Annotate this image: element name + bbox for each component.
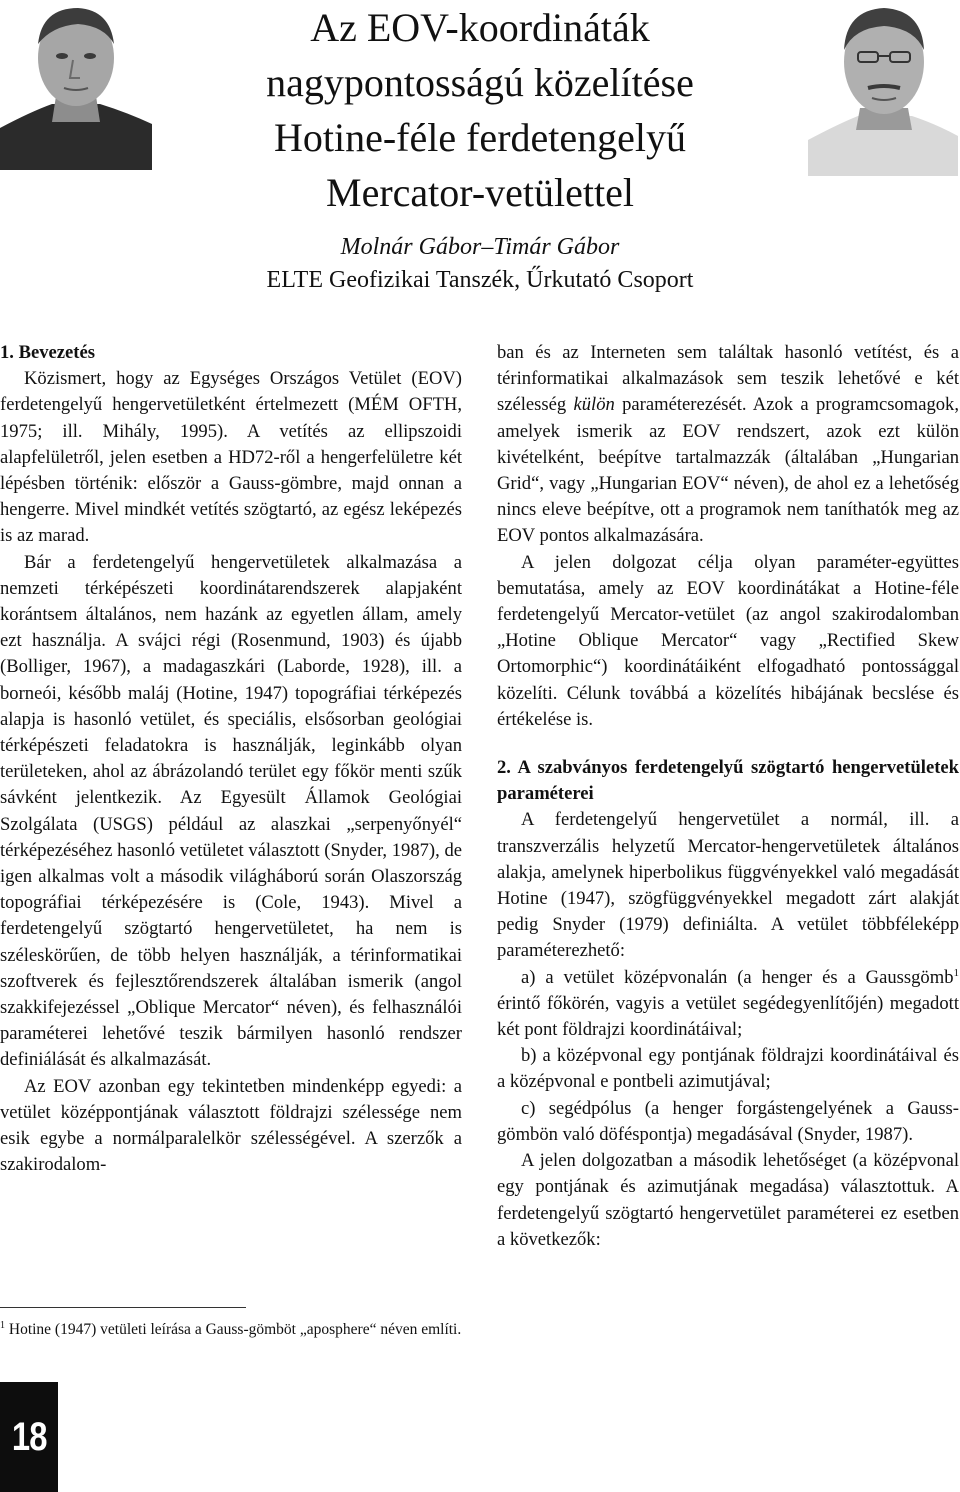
author-photo-right [808,0,958,176]
paragraph: Az EOV azonban egy tekintetben mindenképp egyedi: a vetület középpontjának választott földrajzi szélessége nem esik egybe a normálparalelkör szélességével. A szerzők a szakirodalom- [0,1075,462,1176]
footnote-divider [0,1307,246,1308]
paragraph: Közismert, hogy az Egységes Országos Vetület (EOV) ferdetengelyű hengervetületként értelmezett (MÉM OFTH, 1975; ill. Mihály, 1995). A vetítés az ellipszoidi alapfelületről, jelen esetben a HD72-ről a hengerfelületre két lépésben történik: először a Gauss-gömbre, majd onnan a hengerre. Mivel mindkét vetítés szögtartó, az egész leképezés is az marad. [0,368,462,547]
footnote [0,1318,462,1342]
paragraph: A jelen dolgozatban a második lehetőséget (a középvonal egy pontjának és azimutjának megadása) választottuk. A ferdetengelyű szögtartó hengervetület paraméterei ez esetben a következők: [497,1150,959,1250]
title-line: nagypontosságú közelítése [266,60,694,105]
footnote-marker: 1 [0,1319,5,1331]
list-item [497,965,959,1044]
section-heading-introduction: 1. Bevezetés [0,342,95,363]
footnote-text: Hotine (1947) vetületi leírása a Gauss-gömböt „aposphere“ néven említi. [8,1321,462,1338]
list-item: b) a középvonal egy pontjának földrajzi koordinátáival és a középvonal e pontbeli azimutjával; [497,1045,959,1093]
text-run: paraméterezését. Azok a programcsomagok, amelyek ismerik az EOV rendszert, azok ezt külön kivételként, beépítve tartalmazzák (általában „Hungarian Grid“, vagy „Hungarian EOV“ néven), de ahol ez a lehetőség nincs eleve beépítve, ott a programok nem taníthatók meg az EOV pontos alkalmazására. [497,394,959,547]
section-1 [0,340,462,366]
right-column [497,340,959,1253]
list-item: c) segédpólus (a henger forgástengelyének a Gauss-gömbön való döféspontja) megadásával (Snyder, 1987). [497,1097,959,1145]
authors: Molnár Gábor–Timár Gábor [340,234,620,260]
title-line: Hotine-féle ferdetengelyű [273,115,686,160]
emphasis: külön [573,394,615,416]
text-run: érintő főkörén, vagyis a vetület segédegyenlítőjén) megadott két pont földrajzi koordinátáival; [497,992,959,1041]
author-photo-left [0,0,152,170]
paragraph: Bár a ferdetengelyű hengervetületek alkalmazása a nemzeti térképészeti koordinátarendszerek alapjaként korántsem általános, nem hazánk az egyetlen állam, amely ezt használja. A svájci régi (Rosenmund, 1903) és újabb (Bolliger, 1967), a madagaszkári (Laborde, 1928), ill. a borneói, később maláj (Hotine, 1947) topográfiai térképezés alapja is hasonló vetület, és speciális, elsősorban geológiai térképészeti feladatokra is használják, leginkább olyan területeken, ahol az ábrázolandó terület egy főkör menti szűk sávként jelentkezik. Az Egyesült Államok Geológiai Szolgálata (USGS) például az alaszkai „serpenyőnyél“ térképezéséhez hasonló vetületet választott (Snyder, 1987), de igen alkalmas volt a második világháború során Olaszország topográfiai térképezésére is (Cole, 1943). Mivel a ferdetengelyű szögtartó hengervetületet, ha nem is széleskörűen, de több helyen használják, a térinformatikai szoftverek és fejlesztőrendszerek általában ismerik (angol szakkifejezéssel „Oblique Mercator“ néven), és felhasználói paraméterei lehetővé teszik bármilyen hasonló rendszer definiálását és alkalmazását. [0,551,462,1071]
paragraph: A jelen dolgozat célja olyan paraméter-együttes bemutatása, amely az EOV koordinátákat a Hotine-féle ferdetengelyű Mercator-vetület (az angol szakirodalomban „Hotine Oblique Mercator“ vagy „Rectified Skew Ortomorphic“) koordinátáiként elfogadható pontossággal közelíti. Célunk továbbá a közelítés hibájának becslése és értékelése is. [497,551,959,730]
text-run: ban és az Interneten sem találtak hasonló vetítést, és a térinformatikai alkalmazások sem teszik lehetővé e két szélesség [497,342,959,416]
page-number: 18 [11,1415,47,1459]
section-heading-parameters: 2. A szabványos ferdetengelyű szögtartó hengervetületek paraméterei [497,757,959,805]
page-number-tab [0,1382,58,1492]
paragraph: A ferdetengelyű hengervetület a normál, ill. a transzverzális helyzetű Mercator-hengervetületek általános alakja, amelynek hiperbolikus függvényekkel való megadását Hotine (1947), szögfüggvényekkel megadott zárt alakját pedig Snyder (1979) definiálta. A vetület többféleképp paraméterezhető: [497,809,959,962]
paragraph [497,340,959,550]
footnote-ref: 1 [953,966,959,979]
article-title [170,0,790,220]
left-column [0,340,462,1179]
title-line: Mercator-vetülettel [326,170,634,215]
affiliation: ELTE Geofizikai Tanszék, Űrkutató Csoport [266,267,694,293]
title-line: Az EOV-koordináták [310,5,650,50]
text-run: a) a vetület középvonalán (a henger és a Gaussgömb [521,966,954,988]
